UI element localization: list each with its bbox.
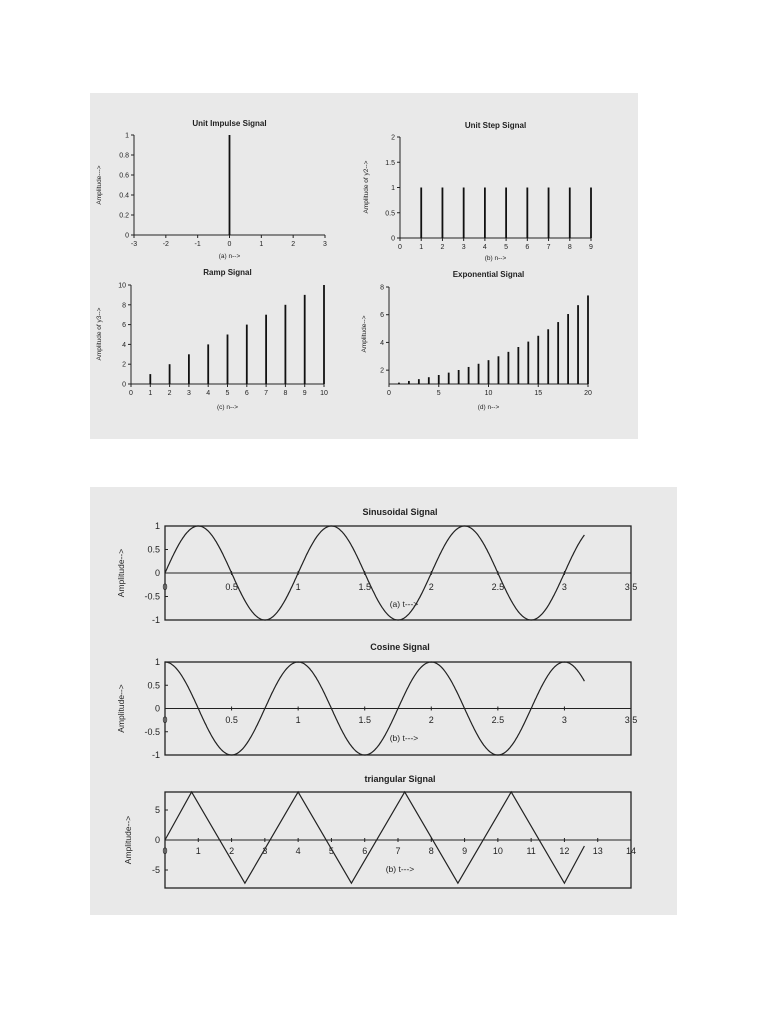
- x-tick-label: 1: [419, 244, 424, 251]
- x-tick-label: 14: [625, 846, 637, 856]
- x-tick-label: 5: [504, 244, 509, 251]
- x-tick-label: 5: [328, 846, 334, 856]
- x-tick-label: 12: [559, 846, 570, 856]
- x-tick-label: 7: [395, 846, 401, 856]
- y-tick-label: 0: [154, 568, 160, 578]
- y-tick-label: 1.5: [385, 159, 395, 167]
- y-tick-label: 0: [154, 835, 160, 845]
- x-tick-label: 2: [167, 390, 172, 397]
- x-tick-label: -3: [130, 241, 138, 248]
- y-tick-label: 0.4: [119, 192, 129, 200]
- x-tick-label: 6: [362, 846, 368, 856]
- y-tick-label: 0: [391, 235, 395, 243]
- x-tick-label: 10: [484, 390, 493, 397]
- y-tick-label: 6: [380, 312, 384, 320]
- x-tick-label: 0: [162, 715, 168, 725]
- x-tick-label: 3: [461, 244, 466, 251]
- x-tick-label: 2: [440, 244, 445, 251]
- y-tick-label: 0: [122, 381, 126, 389]
- y-axis-label: Amplitude of y3-->: [96, 307, 103, 361]
- y-tick-label: 5: [154, 805, 160, 815]
- y-tick-label: -5: [151, 865, 160, 875]
- x-tick-label: 8: [283, 390, 288, 397]
- x-tick-label: 5: [436, 390, 441, 397]
- x-tick-label: 4: [295, 846, 301, 856]
- y-tick-label: 0.6: [119, 172, 129, 180]
- y-tick-label: 1: [154, 521, 160, 531]
- y-tick-label: 2: [122, 361, 126, 369]
- y-tick-label: -1: [151, 750, 160, 760]
- x-tick-label: 1: [148, 390, 153, 397]
- x-tick-label: 0: [162, 846, 168, 856]
- stem-chart-2: [363, 121, 593, 262]
- y-tick-label: 0.2: [119, 212, 129, 220]
- y-tick-label: 0.5: [147, 544, 160, 555]
- y-tick-label: 1: [391, 185, 395, 192]
- x-tick-label: 2: [428, 582, 434, 592]
- x-axis-label: (b) t--->: [385, 864, 415, 874]
- x-tick-label: 0.5: [225, 715, 238, 725]
- y-tick-label: 0.5: [147, 680, 160, 691]
- x-tick-label: 15: [534, 390, 543, 397]
- y-tick-label: 0.5: [385, 210, 395, 218]
- x-tick-label: 0.5: [225, 582, 238, 592]
- x-tick-label: 0: [398, 244, 402, 251]
- y-axis-label: Amplitude--->: [96, 165, 103, 205]
- x-tick-label: 8: [428, 846, 434, 856]
- x-tick-label: 9: [302, 390, 307, 397]
- chart-title: Cosine Signal: [370, 642, 430, 652]
- x-tick-label: 3: [186, 390, 191, 397]
- x-tick-label: 7: [546, 244, 551, 251]
- x-tick-label: 2: [229, 846, 235, 856]
- x-tick-label: 1: [295, 715, 301, 725]
- x-tick-label: 6: [525, 244, 530, 251]
- x-tick-label: -1: [194, 241, 201, 248]
- x-tick-label: 0: [129, 390, 133, 397]
- x-tick-label: 1: [195, 846, 201, 856]
- y-axis-label: Amplitude-->: [123, 815, 133, 865]
- y-axis-label: Amplitude of y2-->: [363, 160, 370, 214]
- signal-line: [165, 792, 584, 883]
- x-tick-label: 10: [320, 390, 328, 397]
- x-tick-label: 3: [323, 241, 327, 248]
- line-chart-2: [116, 642, 637, 760]
- x-axis-label: (d) n-->: [477, 404, 500, 411]
- y-axis-label: Amplitude-->: [116, 548, 126, 598]
- chart-title: Exponential Signal: [452, 270, 525, 279]
- chart-title: triangular Signal: [364, 774, 436, 784]
- x-tick-label: 2: [291, 241, 296, 248]
- y-tick-label: 10: [118, 282, 126, 290]
- y-tick-label: 8: [380, 284, 384, 292]
- x-axis-label: (b) t--->: [389, 733, 419, 743]
- x-tick-label: 9: [462, 846, 468, 856]
- x-tick-label: 3: [561, 582, 567, 592]
- x-tick-label: 3.5: [624, 715, 638, 725]
- x-axis-label: (b) n-->: [484, 255, 507, 262]
- x-tick-label: 13: [592, 846, 603, 856]
- y-tick-label: 1: [125, 132, 129, 140]
- x-axis-label: (a) n-->: [218, 253, 241, 260]
- x-tick-label: 6: [244, 390, 249, 397]
- x-tick-label: 11: [526, 846, 536, 856]
- x-tick-label: 4: [482, 244, 487, 251]
- y-tick-label: 8: [122, 302, 126, 310]
- x-tick-label: 7: [264, 390, 269, 397]
- x-tick-label: 3: [561, 715, 567, 725]
- y-tick-label: 0.8: [119, 152, 129, 160]
- x-tick-label: 2.5: [491, 582, 505, 592]
- x-tick-label: 9: [589, 244, 593, 251]
- x-tick-label: -2: [162, 241, 169, 248]
- y-tick-label: 4: [380, 339, 384, 347]
- stem-chart-3: [96, 268, 328, 411]
- y-tick-label: 0: [154, 703, 160, 714]
- x-tick-label: 5: [225, 390, 230, 397]
- x-tick-label: 4: [206, 390, 211, 397]
- x-tick-label: 2: [428, 715, 434, 725]
- x-tick-label: 1: [295, 582, 301, 592]
- line-chart-1: [116, 507, 637, 625]
- x-tick-label: 1.5: [358, 715, 371, 725]
- x-tick-label: 20: [584, 390, 592, 397]
- x-tick-label: 2.5: [491, 715, 505, 725]
- y-tick-label: -0.5: [144, 726, 160, 737]
- y-tick-label: -0.5: [144, 591, 160, 602]
- x-tick-label: 1.5: [358, 582, 371, 592]
- stem-chart-4: [361, 270, 592, 411]
- chart-title: Sinusoidal Signal: [362, 507, 438, 517]
- y-tick-label: 6: [122, 322, 126, 330]
- x-tick-label: 0: [387, 390, 391, 397]
- chart-title: Unit Impulse Signal: [192, 119, 267, 128]
- y-tick-label: 2: [380, 367, 384, 375]
- x-tick-label: 0: [162, 582, 168, 592]
- x-tick-label: 1: [259, 241, 264, 248]
- line-chart-3: [123, 774, 636, 888]
- x-tick-label: 10: [492, 846, 503, 856]
- y-tick-label: -1: [151, 615, 160, 625]
- x-tick-label: 3.5: [624, 582, 638, 592]
- chart-title: Ramp Signal: [203, 268, 252, 277]
- x-axis-label: (c) n-->: [216, 404, 239, 411]
- x-axis-label: (a) t--->: [389, 599, 419, 609]
- y-tick-label: 0: [125, 232, 129, 240]
- x-tick-label: 0: [227, 241, 232, 248]
- x-tick-label: 8: [567, 244, 572, 251]
- y-tick-label: 2: [391, 134, 395, 142]
- stem-chart-1: [96, 119, 327, 260]
- y-axis-label: Amplitude-->: [116, 684, 126, 733]
- y-tick-label: 4: [122, 341, 126, 349]
- y-axis-label: Amplitude-->: [361, 315, 368, 353]
- x-tick-label: 3: [262, 846, 268, 856]
- chart-title: Unit Step Signal: [464, 121, 527, 130]
- y-tick-label: 1: [154, 657, 160, 667]
